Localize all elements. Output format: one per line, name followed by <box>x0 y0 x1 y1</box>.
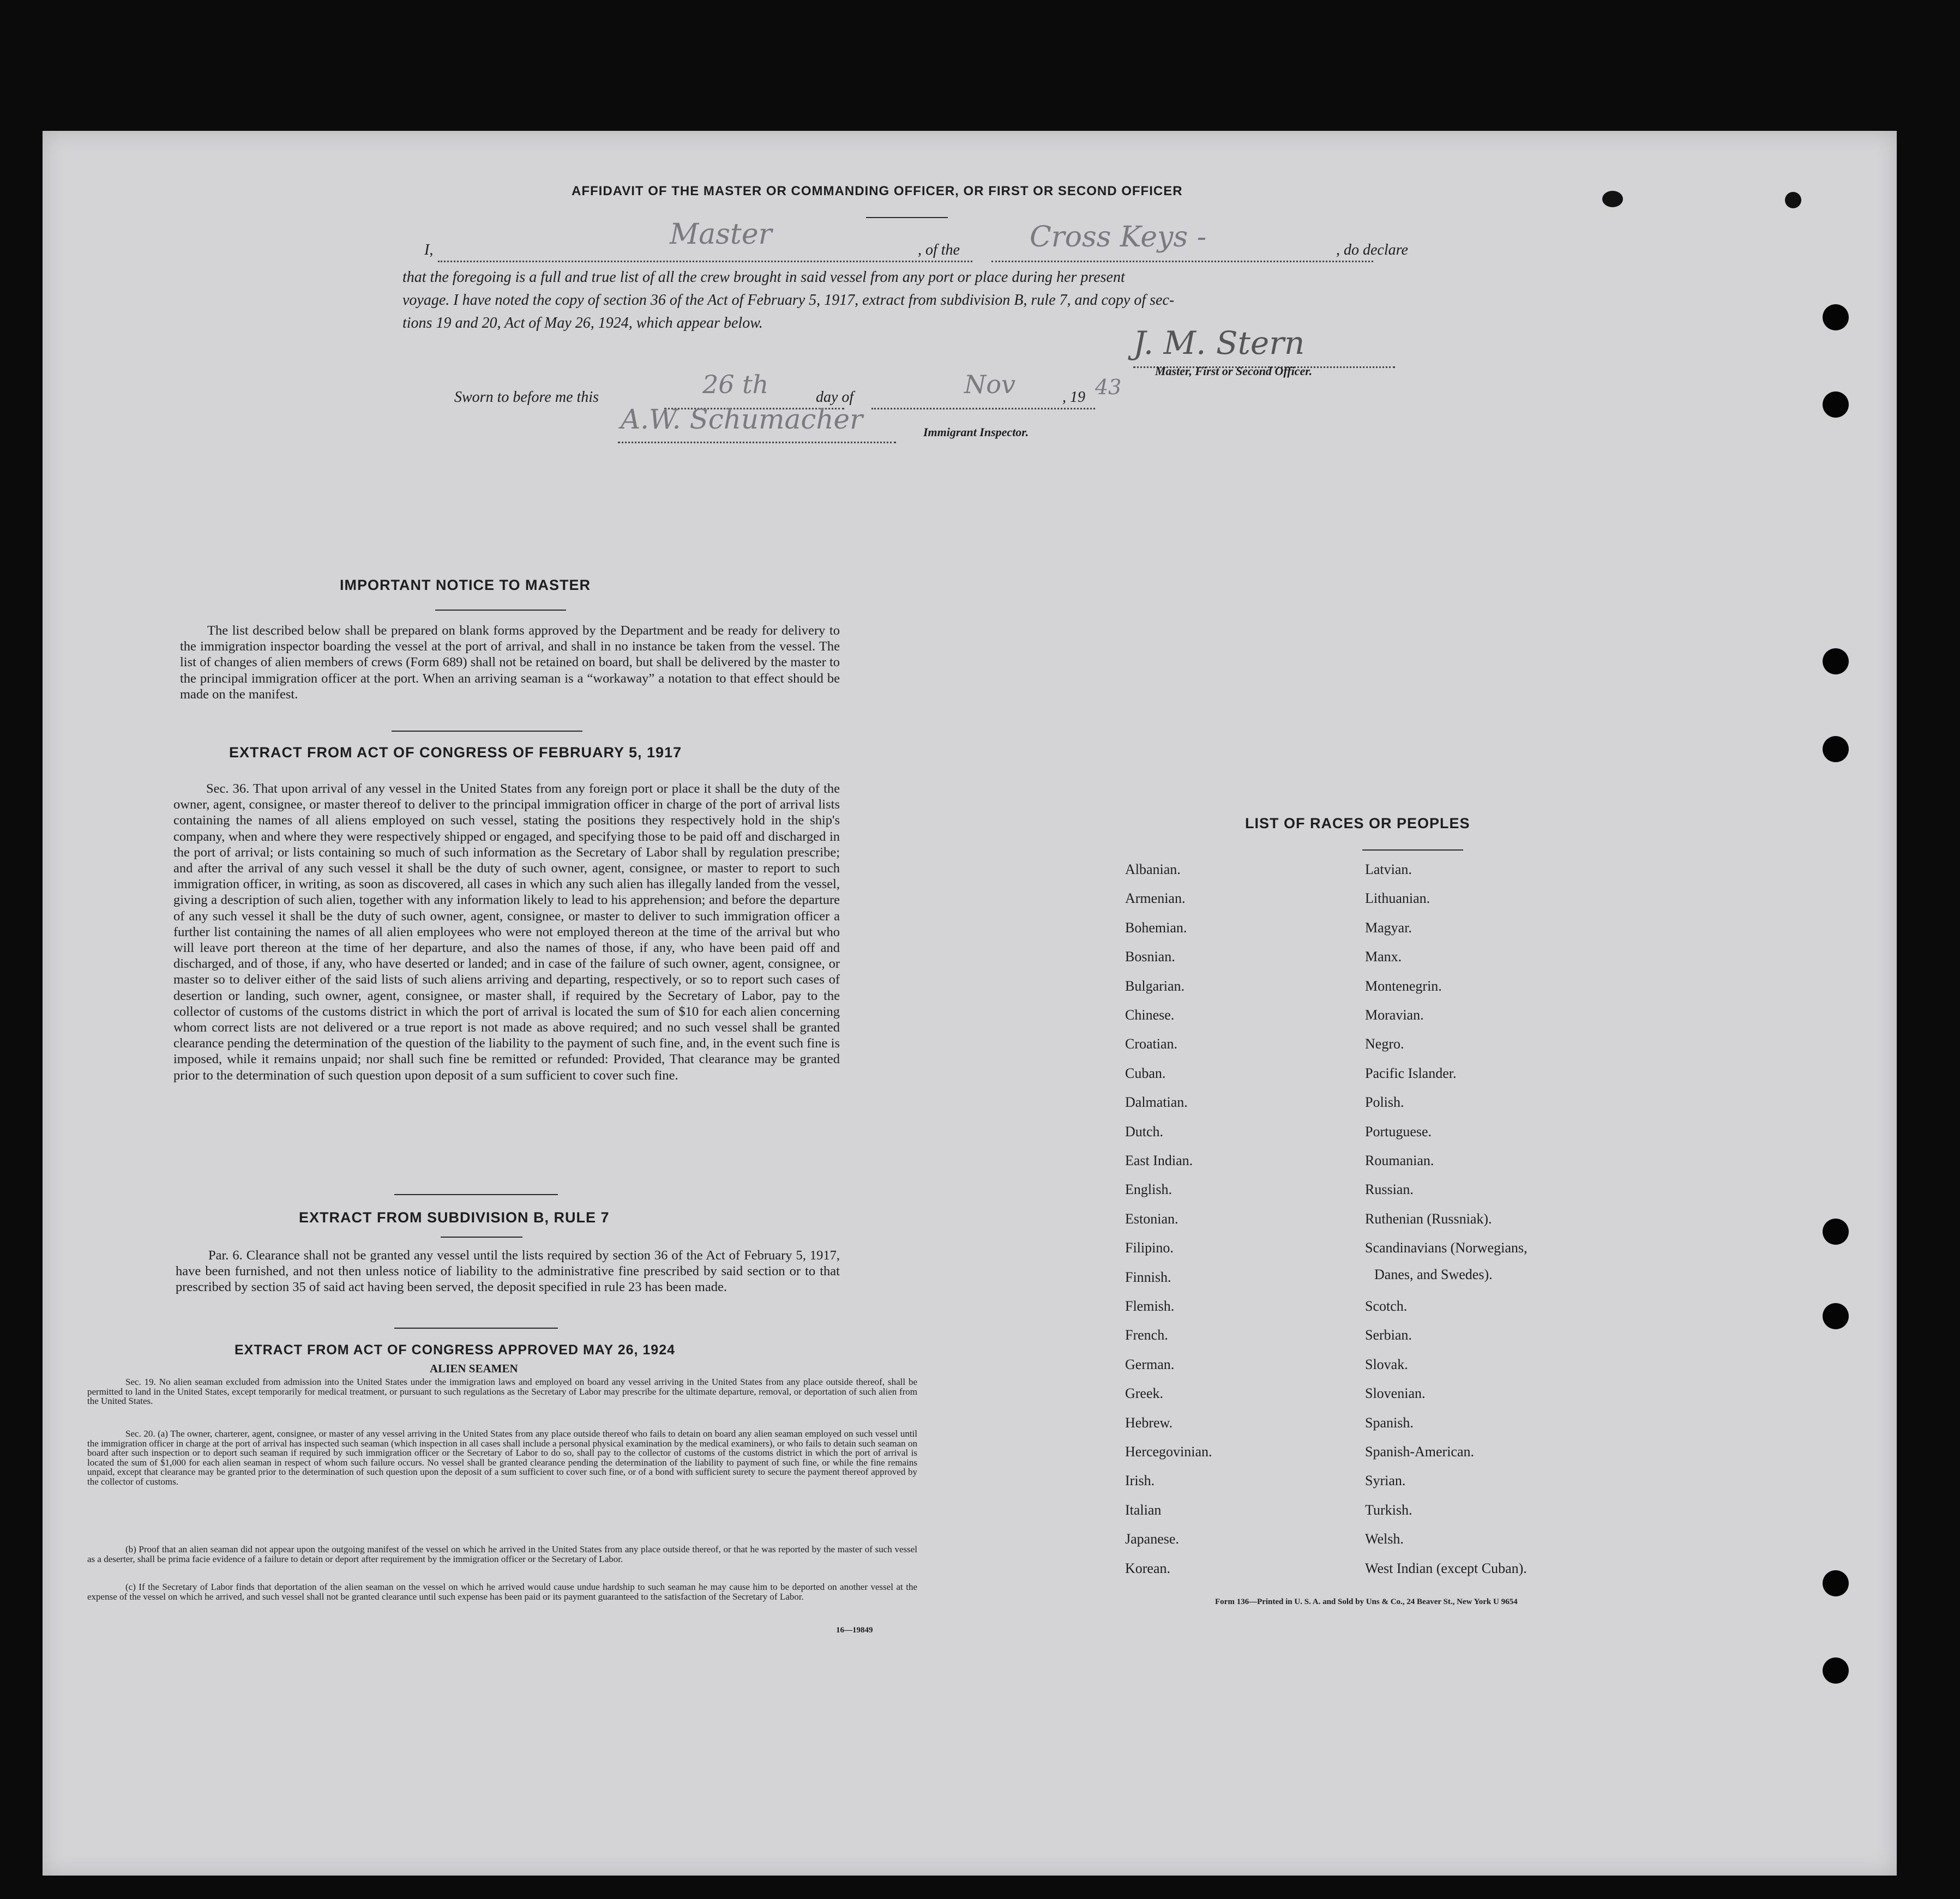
race-left-item: Irish. <box>1125 1473 1155 1489</box>
race-right-item: Ruthenian (Russniak). <box>1365 1210 1492 1227</box>
race-left-item: Cuban. <box>1125 1065 1166 1081</box>
sec20c-text: (c) If the Secretary of Labor finds that deportation of the alien seaman on the vessel on which he arrived would cause undue hardship to such seaman he may cause him to be deported on another vessel at the expense of the vessel on which he arrived, and such vessel shall not be granted clearance until such expense has been paid or its payment guaranteed to the satisfaction of the Secretary of Labor. <box>87 1582 917 1602</box>
vessel-name-handwritten: Cross Keys - <box>1030 221 1207 254</box>
binder-hole <box>1823 1570 1849 1596</box>
race-left-item: Flemish. <box>1125 1298 1175 1314</box>
extract-1924-subtitle: ALIEN SEAMEN <box>430 1362 518 1375</box>
race-left-item: English. <box>1125 1181 1172 1198</box>
race-right-item: Magyar. <box>1365 919 1412 936</box>
race-left-item: Korean. <box>1125 1560 1171 1576</box>
race-right-item: Portuguese. <box>1365 1123 1432 1140</box>
race-left-item: Japanese. <box>1125 1531 1179 1547</box>
race-left-item: Italian <box>1125 1502 1162 1518</box>
race-left-item: Hercegovinian. <box>1125 1444 1212 1460</box>
year-handwritten: 43 <box>1095 375 1122 399</box>
binder-hole <box>1823 304 1849 330</box>
race-right-item: Pacific Islander. <box>1365 1065 1457 1081</box>
day-handwritten: 26 th <box>702 370 769 399</box>
race-left-item: Bosnian. <box>1125 949 1175 965</box>
do-declare-label: , do declare <box>1336 242 1408 258</box>
race-left-item: German. <box>1125 1356 1175 1372</box>
sworn-label: Sworn to before me this <box>454 389 599 406</box>
race-right-item: Serbian. <box>1365 1327 1412 1343</box>
race-left-item: Bohemian. <box>1125 919 1187 936</box>
race-right-item: Spanish. <box>1365 1414 1414 1431</box>
inspector-caption: Immigrant Inspector. <box>923 425 1029 439</box>
race-right-item: Spanish-American. <box>1365 1444 1475 1460</box>
race-right-item: Slovak. <box>1365 1356 1408 1372</box>
race-left-item: Filipino. <box>1125 1240 1174 1256</box>
race-right-item: Turkish. <box>1365 1502 1412 1518</box>
extract-1924-title: EXTRACT FROM ACT OF CONGRESS APPROVED MAY 26, 1924 <box>235 1342 676 1358</box>
affidavit-line-2: that the foregoing is a full and true list of all the crew brought in said vessel from any port or place during her present <box>402 269 1125 286</box>
extract-rule7-text: Par. 6. Clearance shall not be granted any vessel until the lists required by section 36 of the Act of February 5, 1917, have been furnished, and not then unless notice of liability to the administrative fine prescribed by said section or to that prescribed by section 35 of said act having been served, the deposit specified in rule 23 has been made. <box>176 1248 840 1295</box>
race-right-scandinavians-cont: Danes, and Swedes). <box>1374 1267 1493 1282</box>
race-right-item: Montenegrin. <box>1365 978 1442 994</box>
ink-spot <box>1785 192 1801 208</box>
race-right-item: Scotch. <box>1365 1298 1408 1314</box>
notice-title: IMPORTANT NOTICE TO MASTER <box>340 577 591 593</box>
race-right-item: Manx. <box>1365 949 1402 965</box>
notice-text: The list described below shall be prepared on blank forms approved by the Department and be ready for delivery to the immigration inspector boarding the vessel at the port of arrival, and shall in no instance be taken from the vessel. The list of changes of alien members of crews (Form 689) shall not be retained on board, but shall be delivered by the master to the principal immigration officer at the port. When an arriving seaman is a “workaway” a notation to that effect should be made on the manifest. <box>180 623 840 702</box>
form-sheet <box>43 131 1897 1876</box>
sec19-text: Sec. 19. No alien seaman excluded from admission into the United States under the immigration laws and employed on board any vessel arriving in the United States from any place outside thereof, shall be permitted to land in the United States, except temporarily for medical treatment, or pursuant to such regulations as the Secretary of Labor may prescribe for the ultimate departure, removal, or deportation of such alien from the United States. <box>87 1377 917 1407</box>
race-left-item: Estonian. <box>1125 1210 1179 1227</box>
sec20a-text: Sec. 20. (a) The owner, charterer, agent, consignee, or master of any vessel arriving in the United States from any place outside thereof who fails to detain on board any alien seaman employed on such vessel until the immigration officer in charge at the port of arrival has inspected such seaman (which inspection in all cases shall include a personal physical examination by the medical examiners), or who fails to detain such seaman on board after such inspection or to deport such seaman if required by such immigration officer or the Secretary of Labor to do so, shall pay to the collector of customs of the customs district in which the port of arrival is located the sum of $1,000 for each alien seaman in respect of whom such failure occurs. No vessel shall be granted clearance pending the determination of the liability to payment of such fine, or while the fine remains unpaid, except that clearance may be granted prior to the determination of such question upon the deposit of a sum sufficient to cover such fine, or of a bond with sufficient surety to secure the payment thereof approved by the collector of customs. <box>87 1428 917 1487</box>
binder-hole <box>1823 648 1849 674</box>
race-left-item: Finnish. <box>1125 1269 1171 1285</box>
race-left-item: East Indian. <box>1125 1153 1193 1168</box>
sec20b-text: (b) Proof that an alien seaman did not appear upon the outgoing manifest of the vessel on which he arrived in the United States from any place outside thereof, or that he was reported by the master of such vessel as a deserter, shall be prima facie evidence of a failure to detain or deport after requirement by the immigration officer or the Secretary of Labor. <box>87 1544 917 1564</box>
inspector-signature: A.W. Schumacher <box>621 403 863 435</box>
affidavit-line-3: voyage. I have noted the copy of section 36 of the Act of February 5, 1917, extract from subdivision B, rule 7, and copy of sec- <box>402 292 1175 309</box>
master-name-handwritten: Master <box>670 218 772 251</box>
race-right-item: Polish. <box>1365 1094 1404 1111</box>
form-footer: Form 136—Printed in U. S. A. and Sold by Uns & Co., 24 Beaver St., New York U 9654 <box>1215 1597 1518 1606</box>
month-handwritten: Nov <box>964 370 1015 399</box>
race-right-item: West Indian (except Cuban). <box>1365 1560 1527 1576</box>
ink-spot <box>1602 191 1623 207</box>
title-divider <box>866 217 948 218</box>
binder-hole <box>1823 736 1849 762</box>
signature-caption: Master, First or Second Officer. <box>1155 364 1313 378</box>
race-right-item: Welsh. <box>1365 1531 1404 1547</box>
extract-1924-code: 16—19849 <box>836 1626 873 1635</box>
extract-rule7-underline <box>441 1237 522 1238</box>
year-prefix: , 19 <box>1062 389 1085 406</box>
race-right-item: Russian. <box>1365 1181 1414 1198</box>
binder-hole <box>1823 391 1849 418</box>
binder-hole <box>1823 1657 1849 1684</box>
races-divider <box>1362 849 1463 851</box>
race-left-item: Greek. <box>1125 1385 1164 1402</box>
race-right-item: Slovenian. <box>1365 1385 1426 1402</box>
race-left-item: Dutch. <box>1125 1123 1164 1140</box>
race-right-item: Syrian. <box>1365 1473 1406 1489</box>
race-left-item: Bulgarian. <box>1125 978 1185 994</box>
binder-hole <box>1823 1303 1849 1329</box>
race-right-item: Scandinavians (Norwegians, <box>1365 1240 1528 1256</box>
of-the-label: , of the <box>918 242 960 258</box>
race-left-item: French. <box>1125 1327 1168 1343</box>
race-right-item: Roumanian. <box>1365 1153 1434 1168</box>
notice-end-divider <box>392 731 582 732</box>
race-left-item: Armenian. <box>1125 890 1186 907</box>
affidavit-i-label: I, <box>424 242 434 258</box>
day-of-label: day of <box>816 389 854 406</box>
extract-1917-text: Sec. 36. That upon arrival of any vessel in the United States from any foreign port or place it shall be the duty of the owner, agent, consignee, or master thereof to deliver to the principal immigration officer in charge of the port of arrival lists containing the names of all aliens employed on such vessel, stating the positions they respectively hold in the ship's company, when and where they were respectively shipped or engaged, and specifying those to be paid off and discharged in the port of arrival; or lists containing so much of such information as the Secretary of Labor shall by regulation prescribe; and after the arrival of any such vessel it shall be the duty of such owner, agent, consignee, or master to report to such immigration officer, in writing, as soon as discovered, all cases in which any such alien has illegally landed from the vessel, giving a description of such alien, together with any information likely to lead to his apprehension; and before the departure of any such vessel it shall be the duty of such owner, agent, consignee, or master to deliver to such immigration officer a further list containing the names of all alien employees who were not employed thereon at the time of the arrival but who will leave port thereon at the time of her departure, and also the names of those, if any, who have been paid off and discharged, and of those, if any, who have deserted or landed; and in case of the failure of such owner, agent, consignee, or master so to deliver either of the said lists of such aliens arriving and departing, respectively, or so to report such cases of desertion or landing, such owner, agent, consignee, or master shall, if required by the Secretary of Labor, pay to the collector of customs of the customs district in which the port of arrival is located the sum of $10 for each alien concerning whom correct lists are not delivered or a true report is not made as above required; and no such vessel shall be granted clearance pending the determination of the question of the liability to the payment of such fine, and, in the event such fine is imposed, while it remains unpaid; nor shall such fine be remitted or refunded: Provided, That clearance may be granted prior to the determination of such question upon deposit of a sum sufficient to cover such fine. <box>173 781 840 1083</box>
race-right-item: Moravian. <box>1365 1007 1424 1023</box>
affidavit-line-4: tions 19 and 20, Act of May 26, 1924, which appear below. <box>402 315 763 331</box>
extract-1917-title: EXTRACT FROM ACT OF CONGRESS OF FEBRUARY 5, 1917 <box>229 744 682 761</box>
races-title: LIST OF RACES OR PEOPLES <box>1245 815 1470 831</box>
extract-rule7-title: EXTRACT FROM SUBDIVISION B, RULE 7 <box>299 1209 610 1226</box>
notice-divider <box>435 610 566 611</box>
race-left-item: Hebrew. <box>1125 1414 1173 1431</box>
race-left-item: Dalmatian. <box>1125 1094 1188 1111</box>
race-left-item: Albanian. <box>1125 861 1181 877</box>
race-right-item: Lithuanian. <box>1365 890 1430 907</box>
master-signature: J. M. Stern <box>1133 324 1305 361</box>
extract-1917-divider <box>394 1194 558 1195</box>
race-right-item: Negro. <box>1365 1036 1404 1052</box>
race-right-item: Latvian. <box>1365 861 1412 877</box>
race-left-item: Croatian. <box>1125 1036 1178 1052</box>
extract-rule7-divider <box>394 1328 558 1329</box>
binder-hole <box>1823 1219 1849 1245</box>
affidavit-title: AFFIDAVIT OF THE MASTER OR COMMANDING OFFICER, OR FIRST OR SECOND OFFICER <box>572 184 1183 198</box>
race-left-item: Chinese. <box>1125 1007 1175 1023</box>
